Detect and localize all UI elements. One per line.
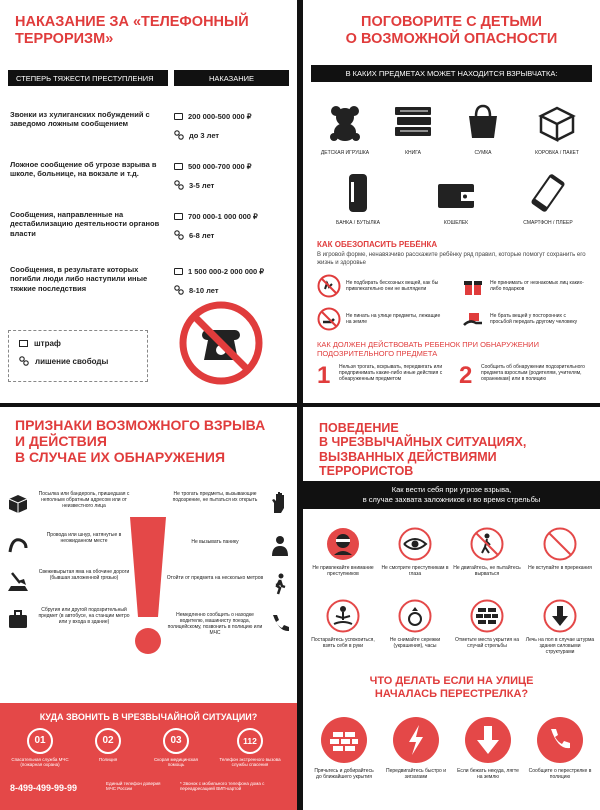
term-value: 6-8 лет xyxy=(189,231,215,240)
number-value: 03 xyxy=(163,728,189,754)
step-2 xyxy=(459,364,594,388)
phone-call-icon xyxy=(537,717,583,763)
wallet-icon xyxy=(174,213,183,220)
tip-text: Отметьте места укрытия на случай стрельбы xyxy=(454,637,520,649)
handcuffs-icon xyxy=(19,356,29,366)
wire-icon xyxy=(6,532,30,556)
number-label: Скорая медицинская помощь xyxy=(154,757,198,768)
tip-1 xyxy=(309,527,377,577)
rule-3 xyxy=(317,307,447,331)
item-label: СМАРТФОН / ПЛЕЕР xyxy=(523,220,573,226)
step-1 xyxy=(317,364,447,388)
ring-icon xyxy=(398,599,432,633)
crime-text: Сообщения, в результате которых погибли люди либо наступили иные тяжкие последствия xyxy=(10,265,148,293)
number-label: Телефон экстренного вызова службы спасения xyxy=(219,757,281,768)
term-row xyxy=(174,180,214,190)
header-severity: СТЕПЕРЬ ТЯЖЕСТИ ПРЕСТУПЛЕНИЯ xyxy=(8,70,168,86)
fine-value: 700 000-1 000 000 ₽ xyxy=(188,212,258,221)
item-box xyxy=(525,102,589,156)
action-1 xyxy=(166,491,294,515)
tip-6 xyxy=(381,599,449,649)
tip-text: Не привлекайте внимание преступников xyxy=(312,565,374,577)
number-value: 112 xyxy=(237,728,263,754)
protect-intro: В игровой форме, ненавязчиво расскажите ребёнку ряд правил, которые помогут сохранить его жизнь и здоровье xyxy=(317,252,586,266)
hand-over-icon xyxy=(461,307,485,331)
sign-text: Свежевырытая яма на обочине дороги (бывшая заложенной грязью) xyxy=(38,569,130,581)
legend-fine-label: штраф xyxy=(34,339,61,348)
signs-title xyxy=(15,417,285,465)
action-3 xyxy=(166,572,294,596)
tip-8 xyxy=(525,599,595,655)
item-book xyxy=(383,102,443,156)
shoot-step-text: Прячьтесь и добирайтесь до ближайшего укрытия xyxy=(314,768,374,780)
crime-text: Звонки из хулиганских побуждений с заведомо ложным сообщением xyxy=(10,110,150,129)
trust-phone-label: Единый телефон доверия МЧС России xyxy=(106,781,161,792)
number-112 xyxy=(214,728,286,768)
item-label: КНИГА xyxy=(405,150,421,156)
trust-phone: 8-499-499-99-99 xyxy=(10,783,78,793)
sign-text: Провода или шнур, натянутые в неожиданном месте xyxy=(46,532,122,544)
no-touch-icon xyxy=(317,274,341,298)
rule-1 xyxy=(317,274,447,298)
step-text: Сообщить об обнаружении подозрительного предмета взрослым (родителям, учителям, охранникам) или в полицию xyxy=(481,364,585,382)
shoot-step-1 xyxy=(311,717,377,780)
item-wallet xyxy=(423,172,489,226)
item-toy xyxy=(315,102,375,156)
fine-row xyxy=(174,212,258,221)
step-number: 2 xyxy=(459,362,473,389)
number-value: 01 xyxy=(27,728,53,754)
action-text: Немедленно сообщить о находке водителю, машинисту поезда, полицейскому, позвонить в полицию или МЧС xyxy=(167,612,263,636)
rule-text: Не брать вещей у посторонних с просьбой передать другому человеку xyxy=(490,313,578,325)
shoot-step-text: Сообщите о перестрелке в полицию xyxy=(528,768,592,780)
shoot-step-text: Передвигайтесь быстро и зигзагами xyxy=(386,768,446,780)
gift-icon xyxy=(461,274,485,298)
punishment-section xyxy=(0,0,297,403)
number-value: 02 xyxy=(95,728,121,754)
fine-row xyxy=(174,162,252,171)
item-can xyxy=(325,172,391,226)
fine-value: 500 000-700 000 ₽ xyxy=(188,162,252,171)
step-text: Нельзя трогать, вскрывать, передвигать или предпринимать какие-либо иные действия с обнаруженным предметом xyxy=(339,364,443,382)
meditation-icon xyxy=(326,599,360,633)
terrorist-behavior-section xyxy=(303,407,600,810)
criminal-icon xyxy=(326,527,360,561)
no-argue-icon xyxy=(543,527,577,561)
parcel-icon xyxy=(6,491,30,515)
tip-text: Постарайтесь успокоиться, взять себя в руки xyxy=(311,637,375,649)
children-title-line2: О ВОЗМОЖНОЙ ОПАСНОСТИ xyxy=(345,30,558,47)
no-kick-icon xyxy=(317,307,341,331)
protect-title: КАК ОБЕЗОПАСИТЬ РЕБЁНКА xyxy=(317,240,438,249)
rule-text: Не подбирать бесхозных вещей, как бы привлекательно они не выглядели xyxy=(346,280,439,292)
term-value: до 3 лет xyxy=(189,131,220,140)
number-label: Спасательная служба МЧС (пожарная охрана) xyxy=(11,757,69,768)
action-title: КАК ДОЛЖЕН ДЕЙСТВОВАТЬ РЕБЕНОК ПРИ ОБНАРУЖЕНИИ ПОДОЗРИТЕЛЬНОГО ПРЕДМЕТА xyxy=(317,340,539,359)
can-icon xyxy=(346,172,370,214)
children-title-line1: ПОГОВОРИТЕ С ДЕТЬМИ xyxy=(361,14,542,30)
suitcase-icon xyxy=(6,607,30,631)
tip-2 xyxy=(381,527,449,577)
arrow-down-icon xyxy=(543,599,577,633)
number-label: Полиция xyxy=(98,757,118,762)
legend-prison-label: лишение свободы xyxy=(35,357,109,366)
item-bag xyxy=(453,102,513,156)
wallet-icon xyxy=(435,172,477,214)
footnote: * Звонок с мобильного телефона дома с переадресацией ВИП-картой xyxy=(180,781,265,792)
tip-7 xyxy=(453,599,521,649)
sign-text: Посылка или бандероль, пришедшая с неполным обратным адресом или от неизвестного лица xyxy=(38,491,130,509)
stop-hand-icon xyxy=(268,491,292,515)
wallet-icon xyxy=(174,163,183,170)
teddy-bear-icon xyxy=(325,102,365,142)
signs-title-line2: И ДЕЙСТВИЯ xyxy=(15,433,107,450)
fine-row xyxy=(174,112,252,121)
item-label: ДЕТСКАЯ ИГРУШКА xyxy=(320,150,370,156)
handcuffs-icon xyxy=(174,285,184,295)
item-label: СУМКА xyxy=(474,150,492,156)
legend-box xyxy=(8,330,148,382)
sign-2 xyxy=(6,532,136,556)
emergency-title: КУДА ЗВОНИТЬ В ЧРЕЗВЫЧАЙНОЙ СИТУАЦИИ? xyxy=(39,712,258,722)
item-smartphone xyxy=(513,172,583,226)
term-value: 3-5 лет xyxy=(189,181,215,190)
tip-4 xyxy=(525,527,595,571)
explosive-items-bar: В КАКИХ ПРЕДМЕТАХ МОЖЕТ НАХОДИТСЯ ВЗРЫВЧАТКА: xyxy=(311,65,592,82)
smartphone-icon xyxy=(527,172,569,214)
crime-text: Ложное сообщение об угрозе взрыва в школе, больнице, на вокзале и т.д. xyxy=(10,160,157,179)
legend-prison xyxy=(19,356,137,366)
term-row xyxy=(174,130,219,140)
crime-text: Сообщения, направленные на дестабилизацию деятельности органов власти xyxy=(10,210,160,238)
header-punishment: НАКАЗАНИЕ xyxy=(174,70,289,86)
action-2 xyxy=(166,534,294,558)
tip-5 xyxy=(309,599,377,649)
rule-2 xyxy=(461,274,591,298)
rule-text: Не принимать от незнакомых лиц каких-либо подарков xyxy=(490,280,584,292)
behavior-title-line2: В ЧРЕЗВЫЧАЙНЫХ СИТУАЦИЯХ, xyxy=(319,435,527,450)
sign-4 xyxy=(6,607,136,631)
fine-value: 1 500 000-2 000 000 ₽ xyxy=(188,267,265,276)
shoot-step-2 xyxy=(383,717,449,780)
term-row xyxy=(174,285,219,295)
shovel-icon xyxy=(6,569,30,593)
item-label: КОШЕЛЕК xyxy=(443,220,469,226)
shoot-step-4 xyxy=(527,717,593,780)
calm-person-icon xyxy=(268,534,292,558)
bag-icon xyxy=(463,102,503,142)
term-value: 8-10 лет xyxy=(189,286,219,295)
signs-title-line1: ПРИЗНАКИ ВОЗМОЖНОГО ВЗРЫВА xyxy=(15,417,266,433)
behavior-title-line3: ВЫЗВАННЫХ ДЕЙСТВИЯМИ ТЕРРОРИСТОВ xyxy=(319,449,497,479)
walking-person-icon xyxy=(268,572,292,596)
box-icon xyxy=(535,102,579,142)
tip-text: Не вступайте в пререкания xyxy=(528,565,592,571)
books-icon xyxy=(392,102,434,142)
wallet-icon xyxy=(174,268,183,275)
rule-text: Не пинать на улице предметы, лежащие на земле xyxy=(346,313,441,325)
number-02 xyxy=(78,728,138,762)
no-phone-icon xyxy=(178,300,264,386)
rule-4 xyxy=(461,307,591,331)
signs-title-line3: В СЛУЧАЕ ИХ ОБНАРУЖЕНИЯ xyxy=(15,449,226,466)
tip-text: Лечь на пол в случае штурма здания силовыми структурами xyxy=(525,637,595,655)
tip-3 xyxy=(453,527,521,577)
action-text: Отойти от предмета на несколько метров xyxy=(166,575,264,581)
explosion-signs-section xyxy=(0,407,297,810)
number-01 xyxy=(10,728,70,768)
term-row xyxy=(174,230,214,240)
shooting-title xyxy=(303,675,600,700)
tip-text: Не снимайте сережки (украшения), часы xyxy=(389,637,441,649)
fine-value: 200 000-500 000 ₽ xyxy=(188,112,252,121)
wallet-icon xyxy=(19,340,28,347)
step-number: 1 xyxy=(317,362,331,389)
emergency-block xyxy=(0,703,297,810)
sign-1 xyxy=(6,491,136,515)
brick-wall-icon xyxy=(321,717,367,763)
action-text: Не трогать предметы, вызывающие подозрение, не пытаться их открыть xyxy=(172,491,258,503)
phone-call-icon xyxy=(268,612,292,636)
behavior-title xyxy=(319,421,589,479)
no-move-icon xyxy=(470,527,504,561)
punishment-title: НАКАЗАНИЕ ЗА «ТЕЛЕФОННЫЙ ТЕРРОРИЗМ» xyxy=(15,14,249,47)
number-03 xyxy=(146,728,206,768)
behavior-bar-line2: в случае захвата заложников и во время стрельбы xyxy=(362,494,541,504)
handcuffs-icon xyxy=(174,230,184,240)
behavior-bar-line1: Как вести себя при угрозе взрыва, xyxy=(391,485,512,494)
action-text: Не вызывать панику xyxy=(191,539,239,545)
tip-text: Не двигайтесь, не пытайтесь вырваться xyxy=(453,565,521,577)
fine-row xyxy=(174,267,264,276)
lightning-icon xyxy=(393,717,439,763)
brick-wall-icon xyxy=(470,599,504,633)
wallet-icon xyxy=(174,113,183,120)
tip-text: Не смотрите преступникам в глаза xyxy=(381,565,449,577)
children-title xyxy=(303,14,600,47)
sign-text: Сбругия или другой подозрительный предмет (в автобусе, на станции метро или у входа в здание) xyxy=(38,607,130,625)
shooting-title-line2: НАЧАЛАСЬ ПЕРЕСТРЕЛКА? xyxy=(374,687,529,700)
handcuffs-icon xyxy=(174,130,184,140)
action-4 xyxy=(166,612,294,636)
shoot-step-3 xyxy=(455,717,521,780)
talk-to-children-section xyxy=(303,0,600,403)
sign-3 xyxy=(6,569,136,593)
item-label: БАНКА / БУТЫЛКА xyxy=(336,220,380,226)
behavior-title-line1: ПОВЕДЕНИЕ xyxy=(319,421,399,435)
eye-icon xyxy=(398,527,432,561)
arrow-down-icon xyxy=(465,717,511,763)
shooting-title-line1: ЧТО ДЕЛАТЬ ЕСЛИ НА УЛИЦЕ xyxy=(369,675,534,687)
item-label: КОРОБКА / ПАКЕТ xyxy=(535,150,579,156)
shoot-step-text: Если бежать некуда, лягте на землю xyxy=(457,768,519,780)
handcuffs-icon xyxy=(174,180,184,190)
behavior-bar xyxy=(303,481,600,509)
legend-fine xyxy=(19,339,137,348)
